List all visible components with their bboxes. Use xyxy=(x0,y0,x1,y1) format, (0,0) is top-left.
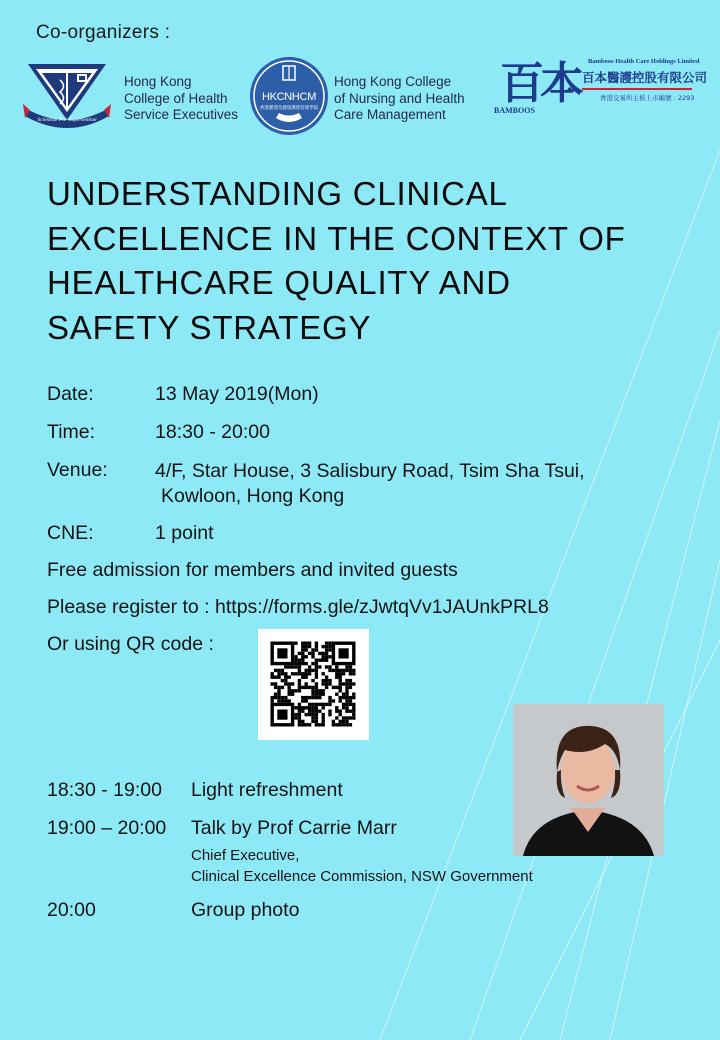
hkcnhcm-name: Hong Kong College of Nursing and Health Care Management xyxy=(334,74,465,122)
venue-label: Venue: xyxy=(47,459,108,481)
qr-code-label: Or using QR code : xyxy=(47,633,214,655)
programme-time: 19:00 – 20:00 xyxy=(47,817,167,839)
programme-description: Talk by Prof Carrie Marr xyxy=(191,817,397,839)
programme-description: Light refreshment xyxy=(191,779,343,801)
speaker-affiliation: Chief Executive, Clinical Excellence Commission, NSW Government xyxy=(191,847,533,885)
hkcnhcm-chinese-name: 香港護理及健康護理管理學院 xyxy=(259,106,319,111)
bamboos-logo-mark: 百本 xyxy=(500,58,580,109)
date-value: 13 May 2019(Mon) xyxy=(155,383,319,405)
event-title: UNDERSTANDING CLINICAL EXCELLENCE IN THE CONTEXT OF HEALTHCARE QUALITY AND SAFETY STRATEGY xyxy=(47,175,626,346)
qr-code-image xyxy=(258,629,369,740)
hkchse-motto: Scientiae Par Experientiae xyxy=(37,117,97,123)
qr-code[interactable] xyxy=(258,629,369,740)
register-link[interactable]: https://forms.gle/zJwtqVv1JAUnkPRL8 xyxy=(215,596,549,618)
bamboos-company-en: Bamboos Health Care Holdings Limited xyxy=(588,58,700,65)
date-label: Date: xyxy=(47,383,94,405)
speaker-photo xyxy=(513,704,664,856)
venue-value: 4/F, Star House, 3 Salisbury Road, Tsim Sha Tsui, Kowloon, Hong Kong xyxy=(155,460,585,507)
speaker-portrait xyxy=(513,704,664,856)
register-line xyxy=(47,596,549,619)
bamboos-company-zh: 百本醫護控股有限公司 xyxy=(582,70,708,85)
free-admission-note: Free admission for members and invited guests xyxy=(47,559,458,581)
bamboos-logo xyxy=(488,54,708,130)
cne-value: 1 point xyxy=(155,522,214,544)
cne-label: CNE: xyxy=(47,522,94,544)
programme-time: 18:30 - 19:00 xyxy=(47,779,162,801)
hkcnhcm-logo-text: HKCNHCM xyxy=(261,91,317,103)
programme-description: Group photo xyxy=(191,899,300,921)
co-organizers-label: Co-organizers : xyxy=(36,22,171,43)
bamboos-stock-code: 香港交易所主板上市編號 : 2293 xyxy=(600,94,695,102)
register-label: Please register to : xyxy=(47,596,210,618)
hkchse-logo xyxy=(22,58,112,132)
programme-time: 20:00 xyxy=(47,899,96,921)
bamboos-red-line xyxy=(582,88,692,90)
bamboos-logo-word: BAMBOOS xyxy=(494,106,535,115)
time-label: Time: xyxy=(47,421,96,443)
hkcnhcm-logo xyxy=(249,56,329,136)
hkchse-name: Hong Kong College of Health Service Executives xyxy=(124,74,239,122)
time-value: 18:30 - 20:00 xyxy=(155,421,270,443)
